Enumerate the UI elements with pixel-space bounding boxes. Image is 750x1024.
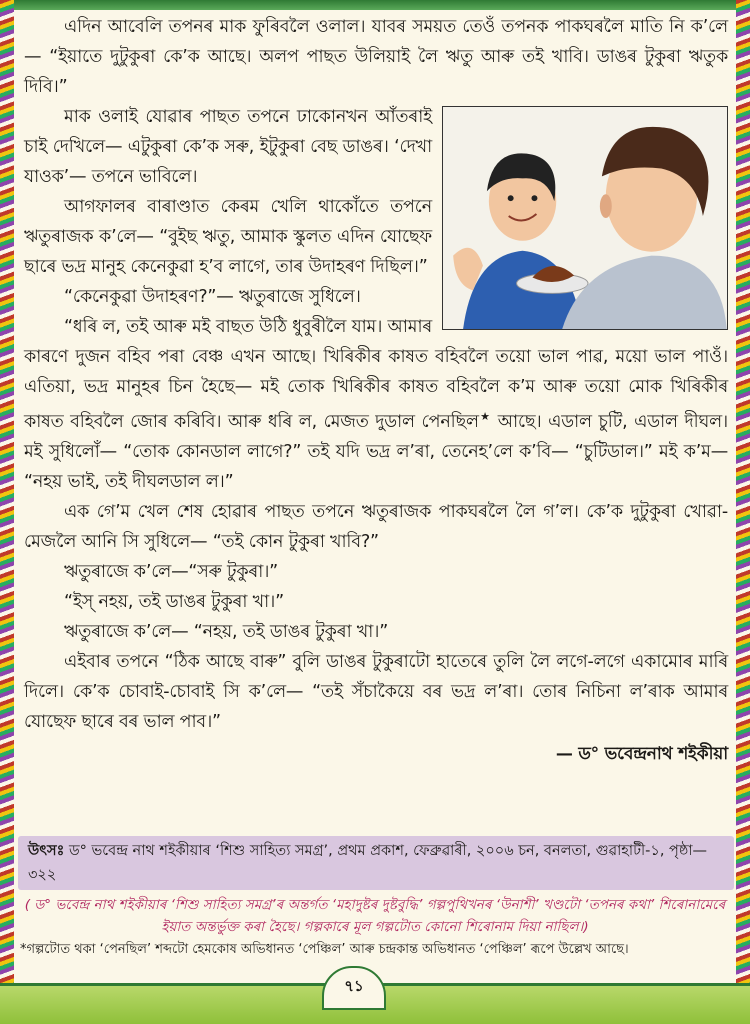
source-box (18, 836, 734, 890)
editorial-note: ( ড° ভবেন্দ্ৰ নাথ শইকীয়াৰ ‘শিশু সাহিত্য সমগ্ৰ’ৰ অন্তৰ্গত ‘মহাদুষ্টৰ দুষ্টবুদ্ধি’ গল্পপুথিখনৰ ‘উনাশী’ খণ্ডটো ‘তপনৰ কথা’ শিৰোনামেৰে ইয়াত অন্তৰ্ভুক্ত কৰা হৈছে। গল্পকাৰে মূল গল্পটোত কোনো শিৰোনাম দিয়া নাছিল।) (24, 897, 726, 935)
footnote-star: ★ (478, 410, 492, 423)
source-text: ড° ভবেন্দ্ৰ নাথ শইকীয়াৰ ‘শিশু সাহিত্য সমগ্ৰ’, প্ৰথম প্ৰকাশ, ফেব্ৰুৱাৰী, ২০০৬ চন, বনলতা, গুৱাহাটী-১, পৃষ্ঠা— ৩২২ (28, 843, 708, 883)
story-illustration (442, 106, 728, 330)
paragraph-10: এইবাৰ তপনে “ঠিক আছে বাৰু” বুলি ডাঙৰ টুকুৰাটো হাতেৰে তুলি লৈ লগে-লগে একামোৰ মাৰি দিলে। কে’ক চোবাই-চোবাই সি ক’লে— “তই সঁচাকৈয়ে বৰ ভদ্ৰ ল’ৰা। তোৰ নিচিনা ল’ৰাক আমাৰ যোছেফ ছাৰে বৰ ভাল পাব।” (24, 651, 728, 732)
footnote: *গল্পটোত থকা ‘পেনছিল’ শব্দটো হেমকোষ অভিধানত ‘পেঞ্চিল’ আৰু চন্দ্ৰকান্ত অভিধানত ‘পেঞ্চিল’ ৰূপে উল্লেখ আছে। (20, 942, 629, 957)
paragraph-5-part-a: “ধৰি ল, তই আৰু মই বাছত উঠি ধুবুৰীলৈ যাম। আমাৰ কাৰণে দুজন বহিব পৰা বেঞ্চ এখন আছে। খিৰিকীৰ কাষত বহিবলৈ তয়ো ভাল পাৱ, ময়ো ভাল পাওঁ। এতিয়া, ভদ্ৰ মানুহৰ চিন হৈছে— মই তোক খিৰিকীৰ কাষত বহিবলৈ ক’ম আৰু তয়ো মোক খিৰিকীৰ কাষত বহিবলৈ জোৰ কৰিবি। আৰু ধৰি ল, মেজত দুডাল পেনছিল (24, 317, 728, 432)
paragraph-5-part-b: আছে। এডাল চুটি, এডাল দীঘল। মই সুধিলোঁ— “তোক কোনডাল লাগে?” তই যদি ভদ্ৰ ল’ৰা, তেনেহ’লে ক’বি— “চুটিডাল।” মই ক’ম— “নহয় ভাই, তই দীঘলডাল ল।” (24, 411, 728, 492)
paragraph-3: আগফালৰ বাৰাণ্ডাত কেৰম খেলি থাকোঁতে তপনে ঋতুৰাজক ক’লে— “বুইছ ঋতু, আমাক স্কুলত এদিন যোছেফ ছাৰে ভদ্ৰ মানুহ কেনেকুৱা হ’ব লাগে, তাৰ উদাহৰণ দিছিল।” (24, 197, 432, 277)
top-border (0, 0, 750, 10)
right-decorative-border (736, 0, 750, 1024)
left-decorative-border (0, 0, 14, 1024)
paragraph-2: মাক ওলাই যোৱাৰ পাছত তপনে ঢাকোনখন আঁতৰাই চাই দেখিলে— এটুকুৰা কে’ক সৰু, ইটুকুৰা বেছ ডাঙৰ। ‘দেখা যাওক’— তপনে ভাবিলে। (24, 107, 432, 187)
paragraph-5 (24, 312, 728, 497)
page-number: ৭১ (322, 966, 386, 1010)
author-credit: — ড° ভবেন্দ্ৰনাথ শইকীয়া (555, 743, 728, 764)
story-body (24, 12, 728, 769)
two-boys-illustration (443, 107, 727, 329)
paragraph-4: “কেনেকুৱা উদাহৰণ?”— ঋতুৰাজে সুধিলে। (64, 287, 361, 307)
paragraph-6: এক গে’ম খেল শেষ হোৱাৰ পাছত তপনে ঋতুৰাজক পাকঘৰলৈ লৈ গ’ল। কে’ক দুটুকুৰা খোৱা-মেজলৈ আনি সি সুধিলে— “তই কোন টুকুৰা খাবি?” (24, 501, 728, 552)
paragraph-7: ঋতুৰাজে ক’লে—“সৰু টুকুৰা।” (64, 561, 279, 582)
paragraph-1: এদিন আবেলি তপনৰ মাক ফুৰিবলৈ ওলাল। যাবৰ সময়ত তেওঁ তপনক পাকঘৰলৈ মাতি নি ক’লে— “ইয়াতে দুটুকুৰা কে’ক আছে। অলপ পাছত উলিয়াই লৈ ঋতু আৰু তই খাবি। ডাঙৰ টুকুৰা ঋতুক দিবি।” (24, 17, 728, 97)
source-label: উৎসঃ (28, 843, 65, 859)
paragraph-9: ঋতুৰাজে ক’লে— “নহয়, তই ডাঙৰ টুকুৰা খা।” (64, 621, 389, 642)
paragraph-8: “ইস্ নহয়, তই ডাঙৰ টুকুৰা খা।” (64, 591, 284, 612)
